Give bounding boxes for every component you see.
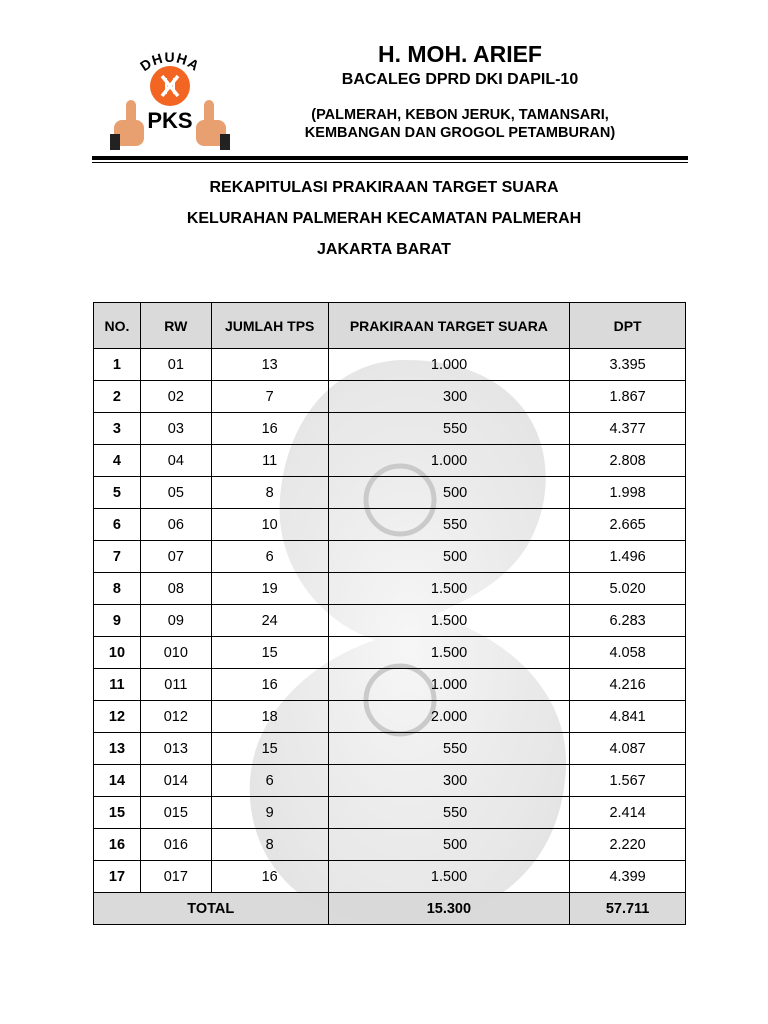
cell-rw: 011: [140, 669, 211, 701]
cell-target-suara: 1.500: [328, 637, 570, 669]
cell-target-suara: 500: [328, 477, 570, 509]
title-line1: REKAPITULASI PRAKIRAAN TARGET SUARA: [209, 179, 559, 196]
table-row: [94, 605, 686, 637]
table-row: [94, 829, 686, 861]
table-row: [94, 701, 686, 733]
cell-no: 2: [94, 381, 141, 413]
candidate-name: H. MOH. ARIEF: [378, 41, 542, 67]
cell-dpt: 1.567: [570, 765, 686, 797]
cell-rw: 09: [140, 605, 211, 637]
district-area: [270, 106, 650, 142]
total-dpt: 57.711: [570, 893, 686, 925]
cell-no: 8: [94, 573, 141, 605]
header-divider-thin: [92, 162, 688, 163]
cell-dpt: 6.283: [570, 605, 686, 637]
cell-jumlah-tps: 15: [211, 637, 328, 669]
cell-dpt: 2.665: [570, 509, 686, 541]
pks-dhuha-logo: [104, 48, 236, 156]
cell-rw: 015: [140, 797, 211, 829]
cell-dpt: 1.496: [570, 541, 686, 573]
cell-no: 16: [94, 829, 141, 861]
cell-jumlah-tps: 9: [211, 797, 328, 829]
cell-jumlah-tps: 19: [211, 573, 328, 605]
table-row: [94, 509, 686, 541]
cell-no: 5: [94, 477, 141, 509]
header-rw: RW: [140, 303, 211, 349]
cell-dpt: 2.220: [570, 829, 686, 861]
document-title: [0, 178, 768, 271]
cell-dpt: 4.216: [570, 669, 686, 701]
cell-rw: 017: [140, 861, 211, 893]
cell-jumlah-tps: 10: [211, 509, 328, 541]
cell-no: 7: [94, 541, 141, 573]
cell-target-suara: 500: [328, 541, 570, 573]
logo-party-text: PKS: [147, 108, 193, 133]
cell-target-suara: 550: [328, 733, 570, 765]
cell-no: 9: [94, 605, 141, 637]
cell-rw: 010: [140, 637, 211, 669]
cell-no: 4: [94, 445, 141, 477]
cell-no: 1: [94, 349, 141, 381]
cell-rw: 01: [140, 349, 211, 381]
cell-jumlah-tps: 15: [211, 733, 328, 765]
logo-arc-text: DHUHA: [137, 49, 203, 75]
table-row: [94, 349, 686, 381]
cell-rw: 05: [140, 477, 211, 509]
cell-dpt: 1.998: [570, 477, 686, 509]
cell-target-suara: 300: [328, 381, 570, 413]
cell-target-suara: 550: [328, 797, 570, 829]
cell-jumlah-tps: 6: [211, 541, 328, 573]
cell-jumlah-tps: 8: [211, 477, 328, 509]
cell-target-suara: 1.500: [328, 861, 570, 893]
header-target-suara: PRAKIRAAN TARGET SUARA: [328, 303, 570, 349]
table-row: [94, 541, 686, 573]
cell-target-suara: 550: [328, 509, 570, 541]
cell-no: 12: [94, 701, 141, 733]
cell-rw: 013: [140, 733, 211, 765]
cell-rw: 03: [140, 413, 211, 445]
cell-no: 13: [94, 733, 141, 765]
table-row: [94, 445, 686, 477]
cell-dpt: 4.058: [570, 637, 686, 669]
cell-jumlah-tps: 11: [211, 445, 328, 477]
cell-dpt: 5.020: [570, 573, 686, 605]
candidate-header: [270, 40, 650, 142]
table-row: [94, 477, 686, 509]
cell-target-suara: 500: [328, 829, 570, 861]
cell-jumlah-tps: 8: [211, 829, 328, 861]
cell-target-suara: 2.000: [328, 701, 570, 733]
cell-target-suara: 300: [328, 765, 570, 797]
district-area-line2: KEMBANGAN DAN GROGOL PETAMBURAN): [304, 125, 616, 141]
cell-target-suara: 1.000: [328, 349, 570, 381]
cell-rw: 07: [140, 541, 211, 573]
cell-dpt: 4.841: [570, 701, 686, 733]
table-row: [94, 797, 686, 829]
table-row: [94, 765, 686, 797]
table-row: [94, 381, 686, 413]
table-row: [94, 861, 686, 893]
cell-target-suara: 550: [328, 413, 570, 445]
cell-jumlah-tps: 18: [211, 701, 328, 733]
cell-dpt: 4.399: [570, 861, 686, 893]
vote-target-table: [93, 302, 686, 925]
cell-target-suara: 1.000: [328, 669, 570, 701]
cell-no: 14: [94, 765, 141, 797]
thumbs-up-left-icon: [110, 100, 144, 150]
cell-dpt: 2.808: [570, 445, 686, 477]
header-divider-thick: [92, 156, 688, 160]
cell-jumlah-tps: 7: [211, 381, 328, 413]
cell-jumlah-tps: 16: [211, 669, 328, 701]
cell-rw: 08: [140, 573, 211, 605]
cell-target-suara: 1.500: [328, 573, 570, 605]
header-dpt: DPT: [570, 303, 686, 349]
cell-rw: 014: [140, 765, 211, 797]
cell-rw: 06: [140, 509, 211, 541]
cell-rw: 016: [140, 829, 211, 861]
cell-dpt: 1.867: [570, 381, 686, 413]
title-line2: KELURAHAN PALMERAH KECAMATAN PALMERAH: [186, 210, 582, 227]
cell-no: 3: [94, 413, 141, 445]
cell-no: 6: [94, 509, 141, 541]
thumbs-up-right-icon: [196, 100, 230, 150]
cell-dpt: 4.377: [570, 413, 686, 445]
header-jumlah-tps: JUMLAH TPS: [211, 303, 328, 349]
cell-target-suara: 1.000: [328, 445, 570, 477]
cell-no: 17: [94, 861, 141, 893]
cell-jumlah-tps: 24: [211, 605, 328, 637]
candidate-subtitle: BACALEG DPRD DKI DAPIL-10: [341, 71, 579, 88]
cell-rw: 012: [140, 701, 211, 733]
table-header-row: [94, 303, 686, 349]
cell-jumlah-tps: 6: [211, 765, 328, 797]
total-label: TOTAL: [94, 893, 329, 925]
table-row: [94, 413, 686, 445]
cell-jumlah-tps: 13: [211, 349, 328, 381]
table-row: [94, 733, 686, 765]
total-row: [94, 893, 686, 925]
cell-no: 10: [94, 637, 141, 669]
total-target-suara: 15.300: [328, 893, 570, 925]
title-line3: JAKARTA BARAT: [317, 241, 451, 258]
cell-dpt: 2.414: [570, 797, 686, 829]
cell-dpt: 4.087: [570, 733, 686, 765]
cell-rw: 02: [140, 381, 211, 413]
district-area-line1: (PALMERAH, KEBON JERUK, TAMANSARI,: [311, 107, 609, 123]
cell-dpt: 3.395: [570, 349, 686, 381]
cell-no: 11: [94, 669, 141, 701]
table-row: [94, 669, 686, 701]
table-row: [94, 637, 686, 669]
cell-target-suara: 1.500: [328, 605, 570, 637]
cell-rw: 04: [140, 445, 211, 477]
header-no: NO.: [94, 303, 141, 349]
table-row: [94, 573, 686, 605]
cell-no: 15: [94, 797, 141, 829]
cell-jumlah-tps: 16: [211, 413, 328, 445]
cell-jumlah-tps: 16: [211, 861, 328, 893]
